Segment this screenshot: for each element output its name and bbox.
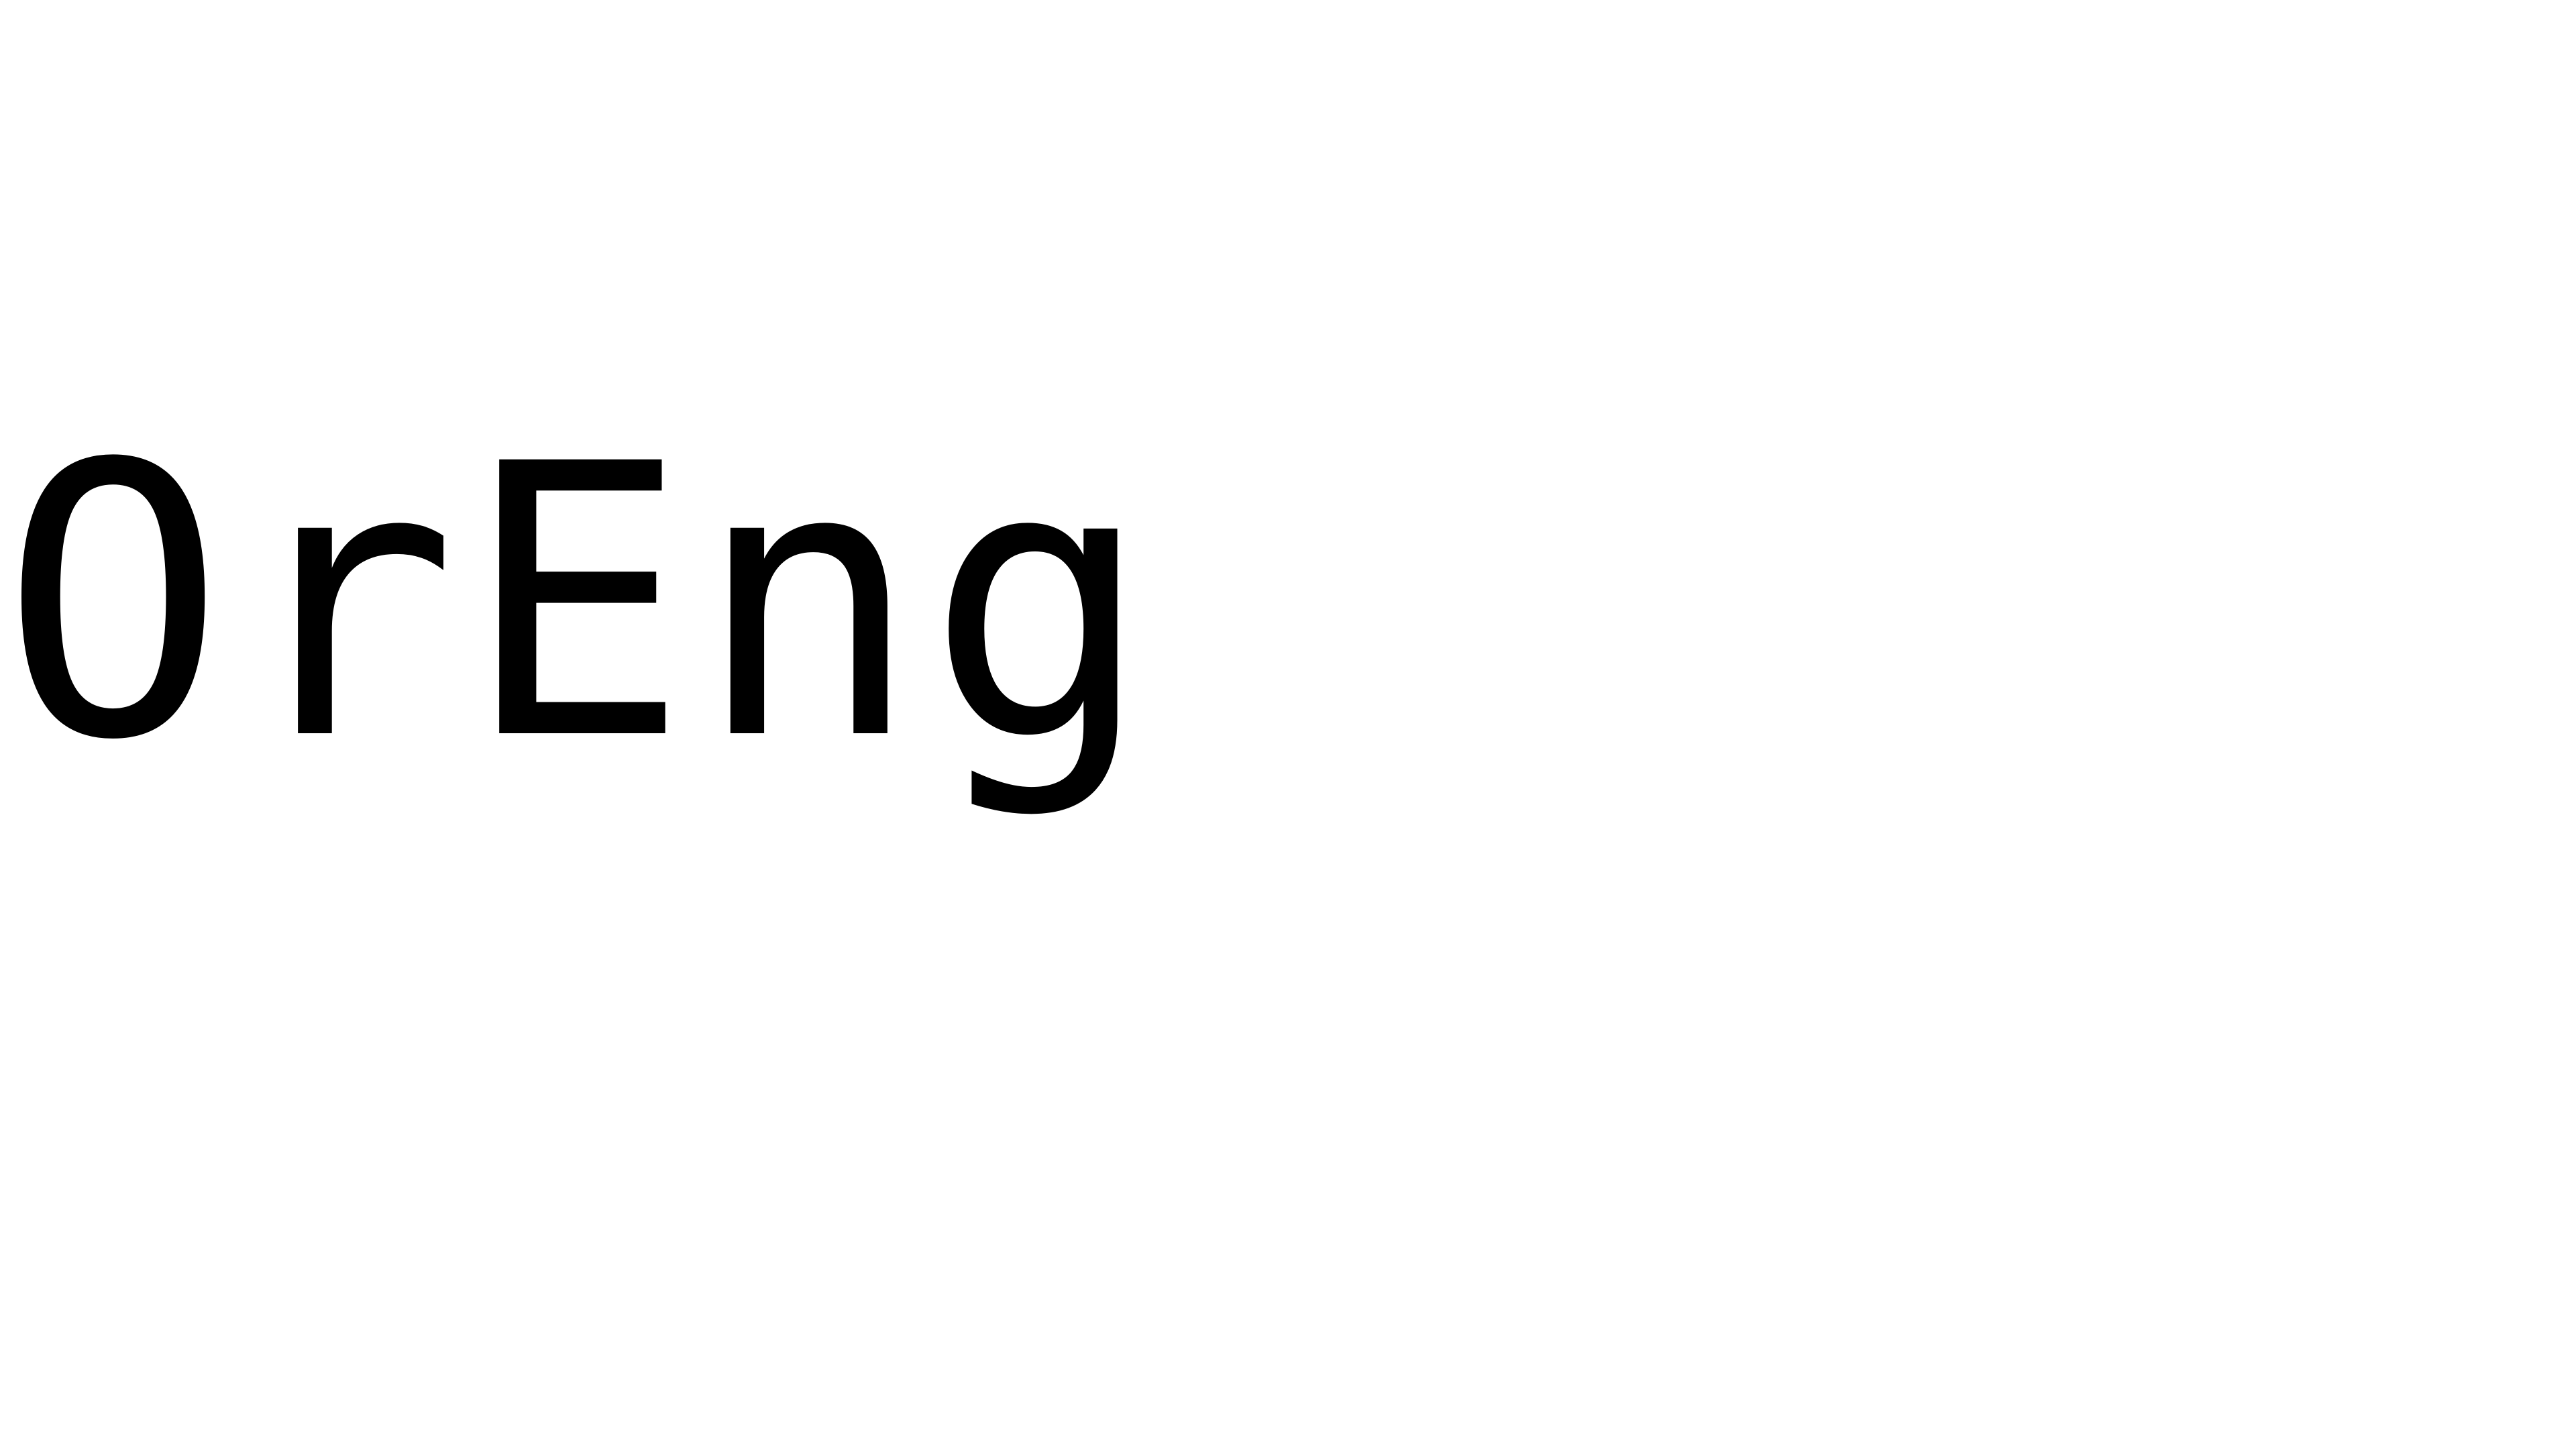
display-text: OrEng xyxy=(0,385,1158,822)
